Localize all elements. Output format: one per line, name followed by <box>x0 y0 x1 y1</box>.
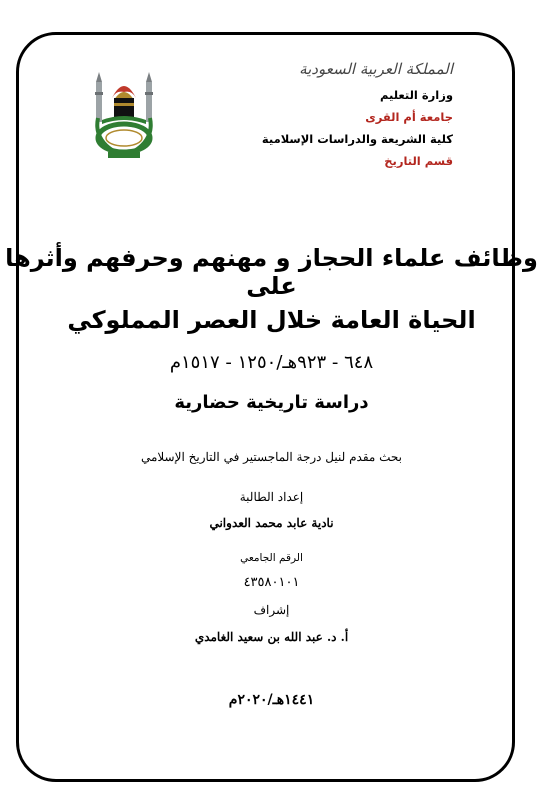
supervisor-name: أ. د. عبد الله بن سعيد الغامدي <box>194 630 349 644</box>
thesis-title-line-1: وظائف علماء الحجاز و مهنهم وحرفهم وأثرها على <box>5 244 538 300</box>
college-name: كلية الشريعة والدراسات الإسلامية <box>261 132 453 146</box>
thesis-subtitle: دراسة تاريخية حضارية <box>174 392 369 413</box>
kingdom-calligraphy: المملكة العربية السعودية <box>299 60 453 78</box>
department-name: قسم التاريخ <box>384 154 453 168</box>
prepared-by-label: إعداد الطالبة <box>239 490 304 504</box>
university-emblem-icon <box>88 68 160 164</box>
institution-header <box>253 60 453 172</box>
ministry-name: وزارة التعليم <box>380 88 453 102</box>
student-id-label: الرقم الجامعي <box>240 552 303 564</box>
publication-year: ١٤٤١هـ/٢٠٢٠م <box>228 692 315 708</box>
student-name: نادية عابد محمد العدواني <box>209 516 334 530</box>
date-range: ٦٤٨ - ٩٢٣هـ/١٢٥٠ - ١٥١٧م <box>169 352 374 373</box>
degree-note: بحث مقدم لنيل درجة الماجستير في التاريخ الإسلامي <box>140 450 403 464</box>
thesis-title-line-2: الحياة العامة خلال العصر المملوكي <box>67 306 476 334</box>
student-id: ٤٣٥٨٠١٠١ <box>243 575 300 590</box>
university-name: جامعة أم القرى <box>365 110 453 124</box>
supervision-label: إشراف <box>253 603 290 617</box>
